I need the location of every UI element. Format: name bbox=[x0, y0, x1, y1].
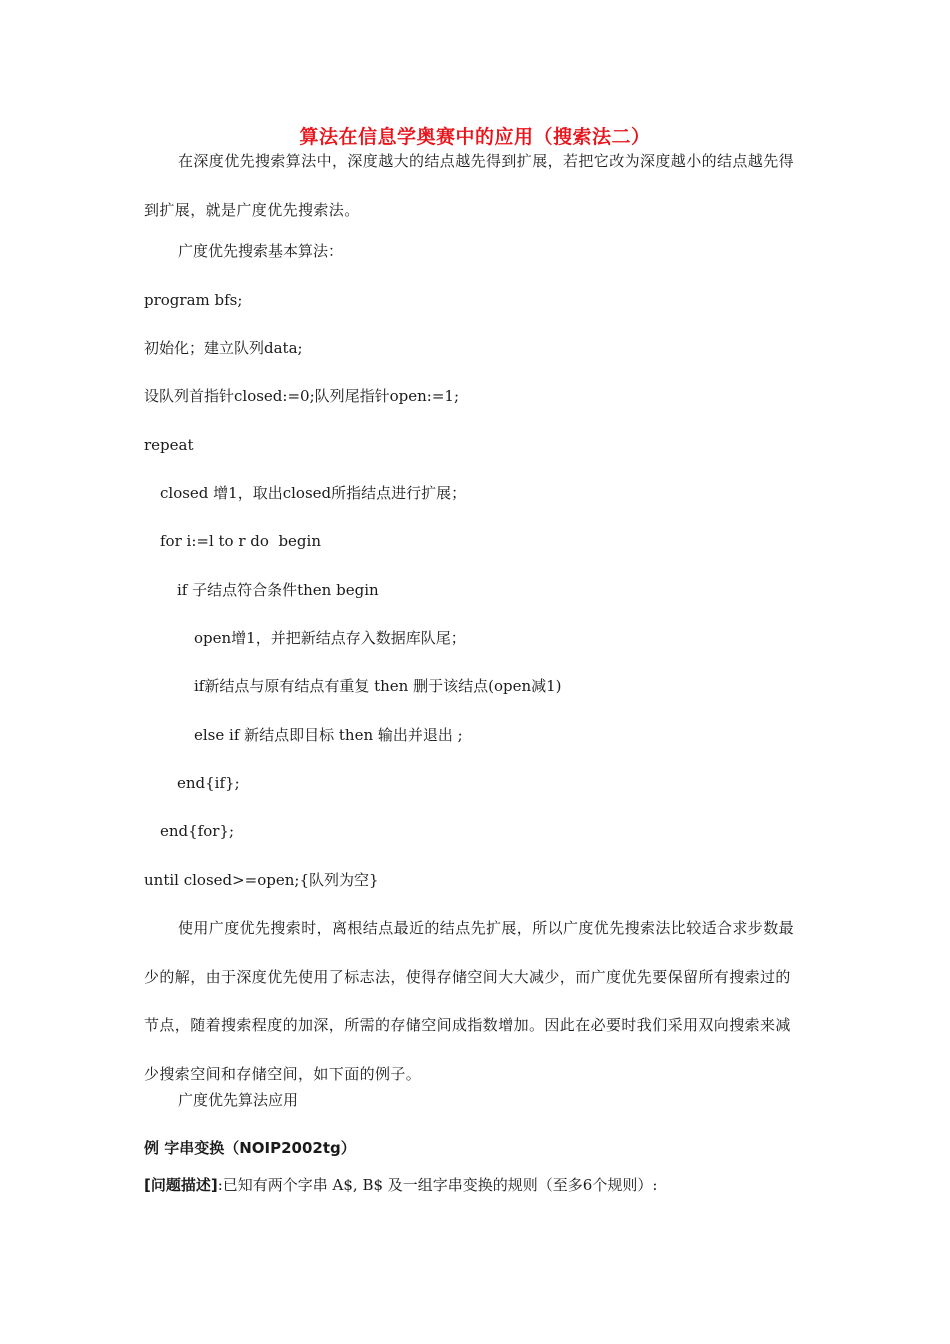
code-line-13: until closed>=open;{队列为空} bbox=[144, 871, 379, 889]
problem-text: :已知有两个字串 A$, B$ 及一组字串变换的规则（至多6个规则）: bbox=[217, 1176, 658, 1194]
section-heading-basic: 广度优先搜索基本算法： bbox=[178, 242, 344, 260]
document-title: 算法在信息学奥赛中的应用（搜索法二） bbox=[299, 126, 651, 148]
code-line-8: open增1，并把新结点存入数据库队尾； bbox=[194, 629, 466, 647]
code-line-11: end{if}; bbox=[177, 774, 240, 792]
code-line-6: for i:=l to r do begin bbox=[160, 532, 321, 550]
problem-label: [问题描述] bbox=[144, 1176, 218, 1194]
intro-paragraph: 在深度优先搜索算法中，深度越大的结点越先得到扩展，若把它改为深度越小的结点越先得到扩展，就是广度优先搜索法。 bbox=[144, 152, 795, 219]
section-heading-application: 广度优先算法应用 bbox=[178, 1091, 299, 1109]
code-line-2: 初始化；建立队列data; bbox=[144, 339, 303, 357]
code-line-12: end{for}; bbox=[160, 822, 235, 840]
code-line-10: else if 新结点即目标 then 输出并退出 ; bbox=[194, 726, 463, 744]
code-line-7: if 子结点符合条件then begin bbox=[177, 581, 379, 599]
problem-description bbox=[144, 1175, 657, 1195]
example-heading: 例 字串变换（NOIP2002tg） bbox=[144, 1139, 356, 1157]
code-line-5: closed 增1，取出closed所指结点进行扩展； bbox=[160, 484, 467, 502]
code-line-1: program bfs; bbox=[144, 291, 243, 309]
code-line-9: if新结点与原有结点有重复 then 删于该结点(open减1) bbox=[194, 677, 562, 695]
discussion-paragraph: 使用广度优先搜索时，离根结点最近的结点先扩展，所以广度优先搜索法比较适合求步数最少的解，由于深度优先使用了标志法，使得存储空间大大减少，而广度优先要保留所有搜索过的节点，随着搜索程度的加深，所需的存储空间成指数增加。因此在必要时我们采用双向搜索来减少搜索空间和存储空间，如下面的例子。 bbox=[144, 919, 795, 1083]
code-line-4: repeat bbox=[144, 436, 194, 454]
code-line-3: 设队列首指针closed:=0;队列尾指针open:=1; bbox=[144, 387, 460, 405]
